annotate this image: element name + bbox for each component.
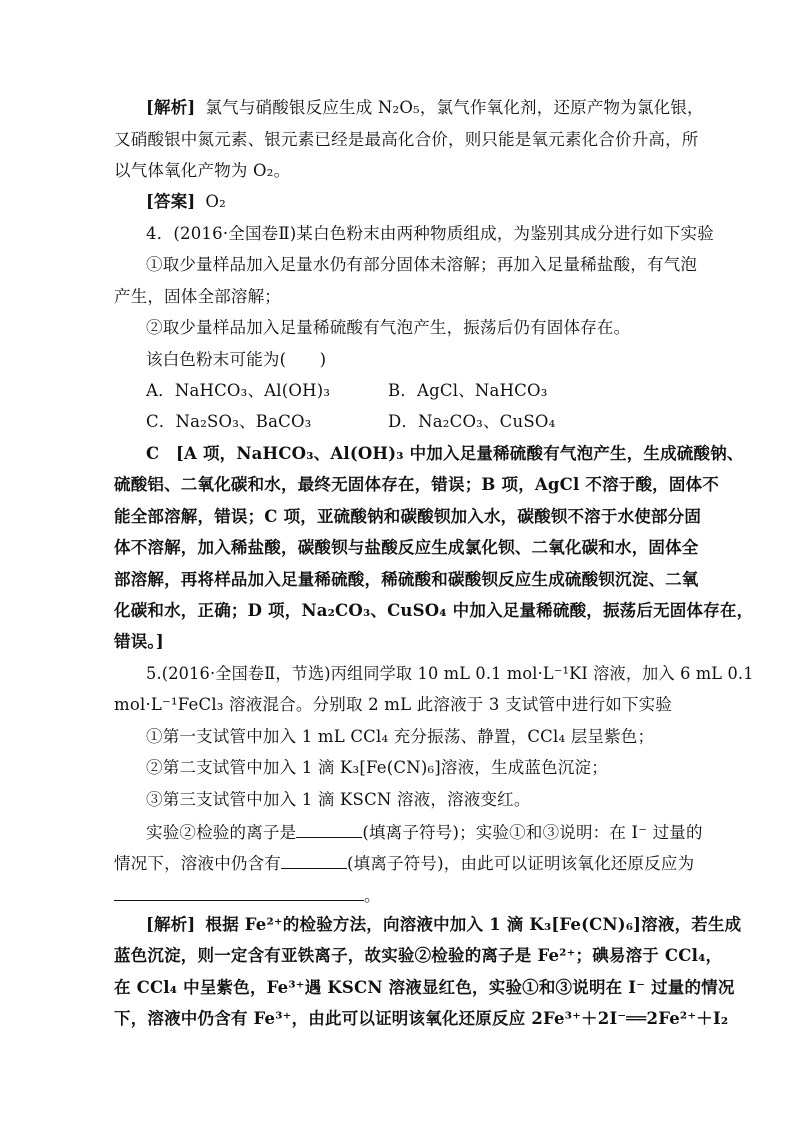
q5-question-line-2: 情况下，溶液中仍含有 (填离子符号)，由此可以证明该氧化还原反应为 — [114, 854, 695, 873]
answer-blank-1 — [296, 821, 362, 838]
option-a: A．NaHCO₃、Al(OH)₃ — [146, 381, 331, 400]
q3-analysis-line-2: 又硝酸银中氮元素、银元素已经是最高化合价，则只能是氧元素化合价升高，所 — [114, 130, 699, 149]
option-d: D．Na₂CO₃、CuSO₄ — [388, 412, 556, 431]
q5-analysis-line-2: 蓝色沉淀，则一定含有亚铁离子，故实验②检验的离子是 Fe²⁺；碘易溶于 CCl₄， — [114, 946, 723, 965]
q5-stem-line-1: 5.(2016·全国卷Ⅱ，节选)丙组同学取 10 mL 0.1 mol·L⁻¹KI 溶液，加入 6 mL 0.1 — [146, 664, 754, 683]
q5-question-line-1: 实验②检验的离子是 (填离子符号)；实验①和③说明：在 I⁻ 过量的 — [146, 823, 703, 842]
q4-step-2: ②取少量样品加入足量稀硫酸有气泡产生，振荡后仍有固体存在。 — [146, 318, 631, 337]
q4-question: 该白色粉末可能为( ) — [146, 350, 327, 369]
option-c: C．Na₂SO₃、BaCO₃ — [146, 412, 312, 431]
q4-analysis-line-6: 化碳和水，正确；D 项，Na₂CO₃、CuSO₄ 中加入足量稀硫酸，振荡后无固体存在， — [114, 601, 754, 620]
q5-stem-line-2: mol·L⁻¹FeCl₃ 溶液混合。分别取 2 mL 此溶液于 3 支试管中进行如下实验 — [114, 695, 673, 714]
q4-analysis-line-7: 错误。] — [114, 632, 164, 651]
q4-analysis-line-4: 体不溶解，加入稀盐酸，碳酸钡与盐酸反应生成氯化钡、二氧化碳和水，固体全 — [114, 538, 699, 557]
answer-blank-3 — [114, 884, 364, 901]
q4-options-row-2 — [146, 412, 556, 432]
q4-step-1-line-1: ①取少量样品加入足量水仍有部分固体未溶解；再加入足量稀盐酸，有气泡 — [146, 255, 698, 274]
q4-stem-line-1: 4．(2016·全国卷Ⅱ)某白色粉末由两种物质组成，为鉴别其成分进行如下实验 — [146, 224, 714, 243]
q4-options-row-1 — [146, 381, 548, 401]
q4-analysis-line-3: 能全部溶解，错误；C 项，亚硫酸钠和碳酸钡加入水，碳酸钡不溶于水使部分固 — [114, 507, 702, 526]
q5-analysis-line-4: 下，溶液中仍含有 Fe³⁺，由此可以证明该氧化还原反应 2Fe³⁺＋2I⁻══2Fe²⁺＋I₂ — [114, 1009, 729, 1028]
q3-analysis-line-3: 以气体氧化产物为 O₂。 — [114, 161, 291, 180]
q4-analysis-line-2: 硫酸铝、二氧化碳和水，最终无固体存在，错误；B 项，AgCl 不溶于酸，固体不 — [114, 475, 719, 494]
q5-question-line-3: 。 — [114, 884, 381, 906]
answer-blank-2 — [281, 852, 347, 869]
analysis-tag: [解析] — [146, 98, 196, 117]
q4-analysis-line-1: C [A 项，NaHCO₃、Al(OH)₃ 中加入足量稀硫酸有气泡产生，生成硫酸钠、 — [146, 444, 744, 463]
q3-answer-line — [146, 192, 226, 212]
q4-analysis-line-5: 部溶解，再将样品加入足量稀硫酸，稀硫酸和碳酸钡反应生成硫酸钡沉淀、二氧 — [114, 570, 699, 589]
answer-tag: [答案] — [146, 192, 196, 211]
q5-analysis-line-1: [解析] 根据 Fe²⁺的检验方法，向溶液中加入 1 滴 K₃[Fe(CN)₆]溶液，若生成 — [146, 915, 742, 934]
analysis-tag: [解析] — [146, 915, 196, 934]
q5-step-1: ①第一支试管中加入 1 mL CCl₄ 充分振荡、静置，CCl₄ 层呈紫色； — [146, 727, 655, 746]
q5-step-2: ②第二支试管中加入 1 滴 K₃[Fe(CN)₆]溶液，生成蓝色沉淀； — [146, 758, 608, 777]
q5-step-3: ③第三支试管中加入 1 滴 KSCN 溶液，溶液变红。 — [146, 790, 531, 809]
option-b: B．AgCl、NaHCO₃ — [388, 381, 548, 400]
q5-analysis-line-3: 在 CCl₄ 中呈紫色，Fe³⁺遇 KSCN 溶液显红色，实验①和③说明在 I⁻ 过量的情况 — [114, 978, 735, 997]
q4-step-1-line-2: 产生，固体全部溶解； — [114, 287, 281, 306]
q3-analysis-line-1: [解析] 氯气与硝酸银反应生成 N₂O₅，氯气作氧化剂，还原产物为氯化银， — [146, 98, 704, 117]
answer-text: O₂ — [205, 192, 226, 211]
